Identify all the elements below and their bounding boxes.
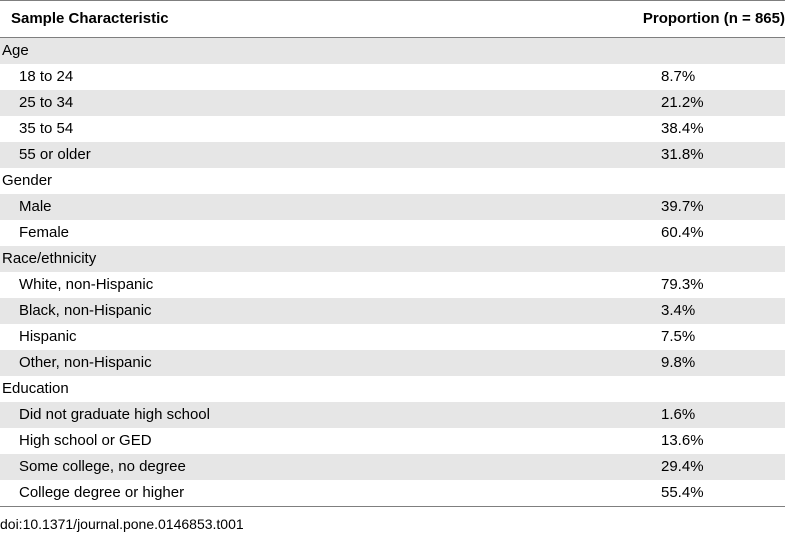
group-label: Race/ethnicity bbox=[0, 246, 575, 272]
row-value: 29.4% bbox=[575, 454, 785, 480]
row-value: 13.6% bbox=[661, 432, 704, 449]
row-label: Hispanic bbox=[19, 328, 77, 345]
row-label: Other, non-Hispanic bbox=[0, 350, 575, 376]
row-value bbox=[575, 38, 785, 65]
table-row bbox=[0, 402, 785, 428]
table-header-row bbox=[0, 1, 785, 38]
table-row bbox=[0, 90, 785, 116]
group-label: Age bbox=[0, 38, 575, 65]
table-row bbox=[0, 142, 785, 168]
row-label: Male bbox=[0, 194, 575, 220]
row-label: Female bbox=[19, 224, 70, 241]
doi-caption: doi:10.1371/journal.pone.0146853.t001 bbox=[0, 516, 244, 532]
row-label: Black, non-Hispanic bbox=[0, 298, 575, 324]
header-sample-characteristic: Sample Characteristic bbox=[0, 1, 575, 38]
table-group-row bbox=[0, 38, 785, 65]
row-value bbox=[575, 246, 785, 272]
table-row bbox=[0, 64, 785, 90]
row-value: 60.4% bbox=[661, 224, 704, 241]
table-row bbox=[0, 480, 785, 507]
row-label: 25 to 34 bbox=[0, 90, 575, 116]
row-value: 9.8% bbox=[575, 350, 785, 376]
row-value bbox=[575, 376, 785, 402]
row-value: 21.2% bbox=[575, 90, 785, 116]
row-value bbox=[575, 168, 785, 194]
row-label: White, non-Hispanic bbox=[19, 276, 154, 293]
row-value: 55.4% bbox=[575, 480, 785, 507]
table-row bbox=[0, 272, 785, 298]
row-value: 31.8% bbox=[575, 142, 785, 168]
row-label: Did not graduate high school bbox=[0, 402, 575, 428]
group-label: Gender bbox=[2, 172, 53, 189]
row-value: 8.7% bbox=[661, 68, 696, 85]
table-row bbox=[0, 116, 785, 142]
row-label: Some college, no degree bbox=[0, 454, 575, 480]
table-group-row bbox=[0, 168, 785, 194]
row-value: 3.4% bbox=[575, 298, 785, 324]
table-row bbox=[0, 220, 785, 246]
table-row bbox=[0, 194, 785, 220]
table-row bbox=[0, 428, 785, 454]
table-row bbox=[0, 350, 785, 376]
row-value: 39.7% bbox=[575, 194, 785, 220]
row-label: High school or GED bbox=[19, 432, 152, 449]
row-label: College degree or higher bbox=[0, 480, 575, 507]
row-label: 55 or older bbox=[0, 142, 575, 168]
row-value: 38.4% bbox=[661, 120, 704, 137]
group-label: Education bbox=[2, 380, 69, 397]
table-body bbox=[0, 38, 785, 507]
row-value: 7.5% bbox=[661, 328, 696, 345]
table-row bbox=[0, 298, 785, 324]
row-label: 18 to 24 bbox=[19, 68, 74, 85]
table-row bbox=[0, 324, 785, 350]
table-group-row bbox=[0, 246, 785, 272]
header-proportion: Proportion (n = 865) bbox=[575, 1, 785, 38]
row-value: 79.3% bbox=[661, 276, 704, 293]
row-label: 35 to 54 bbox=[19, 120, 74, 137]
row-value: 1.6% bbox=[575, 402, 785, 428]
table-row bbox=[0, 454, 785, 480]
table-group-row bbox=[0, 376, 785, 402]
